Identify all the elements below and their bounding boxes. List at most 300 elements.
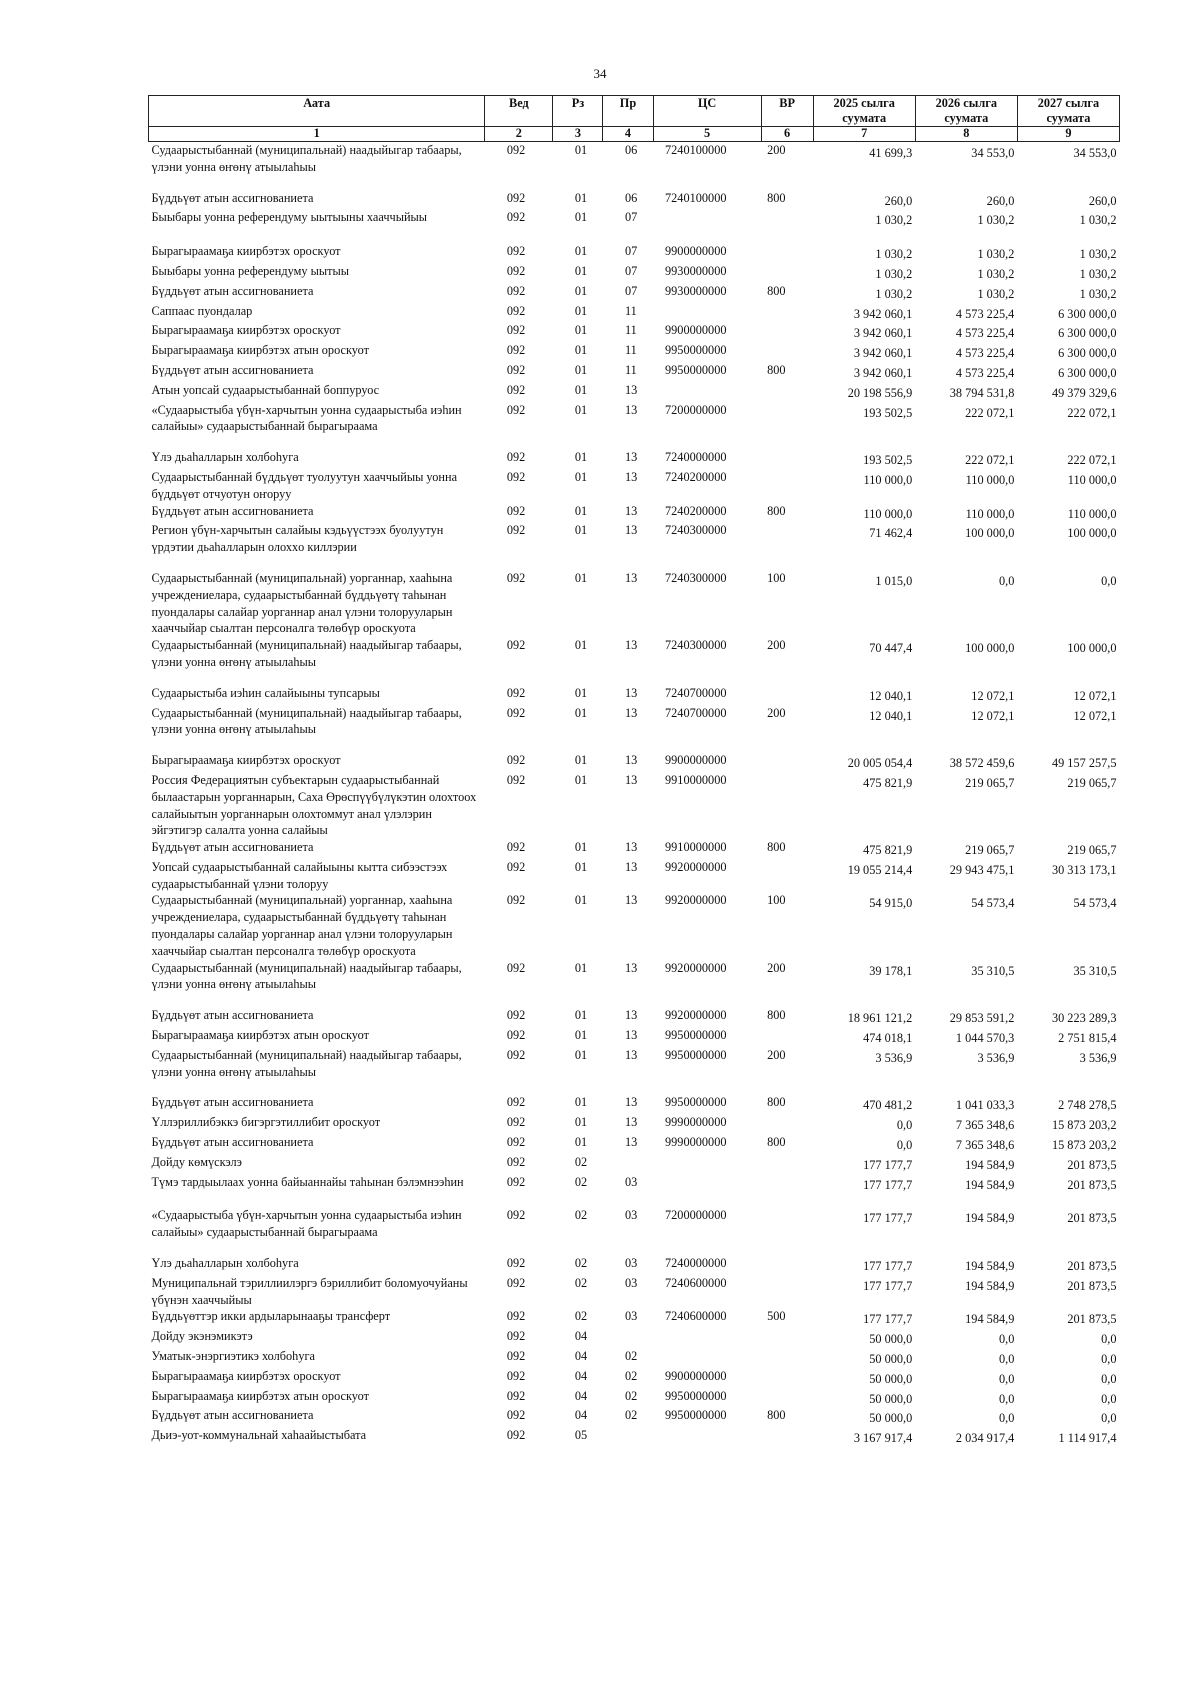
row-amount-2027: 2 748 278,5	[1058, 1098, 1117, 1113]
row-amount-2025: 3 942 060,1	[853, 365, 913, 380]
row-cs	[653, 1174, 761, 1208]
row-vr: 800	[767, 1135, 786, 1150]
row-amount-2025: 177 177,7	[863, 1157, 913, 1172]
row-rz: 01	[574, 859, 588, 874]
row-cs	[653, 1328, 761, 1348]
row-rz: 01	[574, 143, 588, 157]
row-amount-2025: 12 040,1	[869, 688, 913, 703]
table-row	[149, 705, 1120, 753]
row-rz: 04	[574, 1349, 588, 1364]
row-pr: 13	[624, 685, 638, 700]
row-cs: 7240600000	[665, 1275, 727, 1290]
row-amount-2027: 6 300 000,0	[1058, 326, 1117, 341]
row-cs: 9950000000	[665, 1095, 727, 1110]
row-pr: 13	[624, 840, 638, 855]
row-vr: 200	[767, 638, 786, 653]
row-vr	[761, 322, 813, 342]
table-row	[149, 322, 1120, 342]
row-pr: 13	[624, 402, 638, 417]
row-cs	[653, 1154, 761, 1174]
header-name: Аата	[149, 96, 485, 127]
row-name: Дойду көмүскэлэ	[151, 1154, 242, 1169]
row-amount-2025: 20 005 054,4	[847, 756, 913, 771]
row-amount-2027: 219 065,7	[1067, 843, 1117, 858]
row-rz: 01	[574, 960, 588, 975]
row-amount-2027: 6 300 000,0	[1058, 306, 1117, 321]
row-ved: 092	[506, 323, 526, 338]
row-rz: 04	[574, 1388, 588, 1403]
row-vr	[761, 1255, 813, 1275]
row-vr	[761, 1328, 813, 1348]
row-ved: 092	[506, 343, 526, 358]
row-pr: 03	[624, 1174, 638, 1189]
row-rz: 01	[574, 523, 588, 538]
row-name: Россия Федерациятын субъектарын судаарыстыбаннай былаастарын уорганнарын, Саха Өрөспүүбүлүкэтин олохтоох салайыытын уорганнарын олохтоммут анал үлэлэрин эйгэтигэр салалта уонна салайыы	[151, 772, 477, 838]
header-2027: 2027 сылга суумата	[1017, 96, 1119, 127]
row-rz: 01	[574, 772, 588, 787]
row-amount-2025: 3 942 060,1	[853, 346, 913, 361]
table-row	[149, 1007, 1120, 1027]
table-row	[149, 1174, 1120, 1208]
row-amount-2025: 260,0	[884, 193, 913, 208]
row-pr: 07	[624, 263, 638, 278]
row-amount-2027: 30 313 173,1	[1051, 862, 1117, 877]
column-number: 3	[553, 127, 603, 142]
row-name: Бүддьүөт атын ассигнованиета	[151, 1095, 314, 1110]
row-amount-2025: 18 961 121,2	[847, 1011, 913, 1026]
row-name: Судаарыстыбаннай (муниципальнай) наадыйыгар табаары, үлэни уонна өҥөнү атыылаһыы	[151, 960, 462, 992]
row-rz: 01	[574, 1028, 588, 1043]
row-name: Бүддьүөт атын ассигнованиета	[151, 1135, 314, 1150]
row-rz: 01	[574, 893, 588, 908]
table-row	[149, 685, 1120, 705]
row-cs	[653, 382, 761, 402]
row-amount-2027: 0,0	[1101, 1352, 1117, 1367]
table-row	[149, 1328, 1120, 1348]
row-vr: 800	[767, 1408, 786, 1423]
row-amount-2026: 1 030,2	[977, 213, 1015, 228]
row-pr: 13	[624, 523, 638, 538]
row-pr: 13	[624, 1115, 638, 1130]
row-amount-2027: 30 223 289,3	[1051, 1011, 1117, 1026]
row-vr: 800	[767, 840, 786, 855]
row-ved: 092	[506, 1008, 526, 1023]
row-pr: 13	[624, 1135, 638, 1150]
row-ved: 092	[506, 1368, 526, 1383]
header-2026: 2026 сылга суумата	[915, 96, 1017, 127]
row-amount-2026: 219 065,7	[965, 775, 1015, 790]
row-vr	[761, 1275, 813, 1309]
table-row	[149, 772, 1120, 839]
row-amount-2025: 193 502,5	[863, 453, 913, 468]
table-row	[149, 342, 1120, 362]
row-cs	[653, 1348, 761, 1368]
row-vr	[761, 1114, 813, 1134]
row-vr	[761, 1027, 813, 1047]
row-cs: 7240600000	[665, 1309, 727, 1324]
row-cs: 9900000000	[665, 1368, 727, 1383]
row-cs: 7240700000	[665, 705, 727, 720]
row-cs: 9950000000	[665, 1408, 727, 1423]
row-amount-2027: 0,0	[1101, 1371, 1117, 1386]
row-amount-2027: 0,0	[1101, 573, 1117, 588]
row-pr: 03	[624, 1309, 638, 1324]
row-pr: 06	[624, 190, 638, 205]
row-amount-2027: 12 072,1	[1073, 688, 1117, 703]
row-amount-2025: 177 177,7	[863, 1259, 913, 1274]
row-amount-2027: 222 072,1	[1067, 453, 1117, 468]
row-amount-2026: 100 000,0	[965, 641, 1015, 656]
row-cs: 7240700000	[665, 685, 727, 700]
row-cs: 7240000000	[665, 1256, 727, 1271]
row-name: Бүддьүөт атын ассигнованиета	[151, 283, 314, 298]
row-name: Бүддьүөт атын ассигнованиета	[151, 1408, 314, 1423]
table-row	[149, 1027, 1120, 1047]
row-amount-2027: 6 300 000,0	[1058, 346, 1117, 361]
row-name: Судаарыстыбаннай (муниципальнай) наадыйыгар табаары, үлэни уонна өҥөнү атыылаһыы	[151, 143, 462, 174]
row-pr: 11	[624, 343, 637, 358]
row-vr	[761, 522, 813, 570]
row-amount-2026: 4 573 225,4	[955, 326, 1015, 341]
row-amount-2027: 0,0	[1101, 1391, 1117, 1406]
row-amount-2026: 194 584,9	[965, 1278, 1015, 1293]
row-rz: 01	[574, 382, 588, 397]
row-pr: 13	[624, 503, 638, 518]
row-pr: 13	[624, 1095, 638, 1110]
header-2025: 2025 сылга суумата	[813, 96, 915, 127]
row-ved: 092	[506, 503, 526, 518]
row-amount-2027: 35 310,5	[1073, 963, 1117, 978]
row-pr: 13	[624, 469, 638, 484]
row-name: Судаарыстыба иэһин салайыыны тупсарыы	[151, 685, 380, 700]
row-ved: 092	[506, 303, 526, 318]
row-amount-2026: 110 000,0	[965, 506, 1015, 521]
row-pr: 03	[624, 1256, 638, 1271]
table-row	[149, 1308, 1120, 1328]
row-cs: 9950000000	[665, 362, 727, 377]
row-amount-2025: 193 502,5	[863, 405, 913, 420]
row-cs: 7240300000	[665, 570, 727, 585]
table-row	[149, 1427, 1120, 1447]
row-vr	[761, 449, 813, 469]
row-pr: 13	[624, 893, 638, 908]
row-cs: 7240300000	[665, 523, 727, 538]
row-ved: 092	[506, 210, 526, 225]
row-cs: 9900000000	[665, 323, 727, 338]
row-cs: 9950000000	[665, 1388, 727, 1403]
table-row	[149, 402, 1120, 450]
row-amount-2026: 12 072,1	[971, 708, 1015, 723]
row-amount-2027: 54 573,4	[1073, 896, 1117, 911]
table-row	[149, 892, 1120, 959]
table-row	[149, 1368, 1120, 1388]
row-cs: 7240200000	[665, 503, 727, 518]
row-name: Бүддьүөт атын ассигнованиета	[151, 362, 314, 377]
row-vr	[761, 1427, 813, 1447]
row-pr: 03	[624, 1275, 638, 1290]
row-amount-2027: 260,0	[1088, 193, 1117, 208]
row-name: Дьиэ-уот-коммунальнай хаһаайыстыбата	[151, 1428, 367, 1443]
row-cs: 9910000000	[665, 772, 727, 787]
row-cs: 9950000000	[665, 1047, 727, 1062]
row-amount-2026: 0,0	[998, 1371, 1015, 1386]
table-row	[149, 570, 1120, 637]
column-number: 5	[653, 127, 761, 142]
row-vr: 200	[767, 143, 786, 157]
row-vr	[761, 1174, 813, 1208]
row-amount-2025: 20 198 556,9	[847, 385, 913, 400]
row-pr: 13	[624, 960, 638, 975]
row-ved: 092	[506, 1428, 526, 1443]
row-amount-2026: 194 584,9	[965, 1211, 1015, 1226]
row-name: Уопсай судаарыстыбаннай салайыыны кытта сибээстээх судаарыстыбаннай үлэни толоруу	[151, 859, 448, 891]
table-row	[149, 637, 1120, 685]
row-name: Быыбары уонна референдуму ыытыыны хааччыйыы	[151, 210, 428, 225]
table-header	[149, 96, 1120, 142]
row-vr	[761, 469, 813, 503]
row-pr: 02	[624, 1368, 638, 1383]
row-ved: 092	[506, 840, 526, 855]
row-amount-2027: 100 000,0	[1067, 641, 1117, 656]
row-cs	[653, 1427, 761, 1447]
row-pr: 13	[624, 753, 638, 768]
row-pr: 13	[624, 382, 638, 397]
row-amount-2025: 0,0	[896, 1138, 913, 1153]
column-number: 8	[915, 127, 1017, 142]
row-amount-2026: 29 853 591,2	[949, 1011, 1015, 1026]
row-pr: 11	[624, 323, 637, 338]
row-pr: 13	[624, 1028, 638, 1043]
column-number: 7	[813, 127, 915, 142]
row-rz: 01	[574, 1008, 588, 1023]
row-amount-2026: 194 584,9	[965, 1259, 1015, 1274]
row-ved: 092	[506, 1154, 526, 1169]
row-amount-2026: 3 536,9	[977, 1050, 1015, 1065]
row-amount-2027: 15 873 203,2	[1051, 1118, 1117, 1133]
row-ved: 092	[506, 523, 526, 538]
row-amount-2027: 201 873,5	[1067, 1157, 1117, 1172]
row-ved: 092	[506, 244, 526, 259]
row-name: Уматык-энэргиэтикэ холбоһуга	[151, 1349, 315, 1364]
row-amount-2027: 201 873,5	[1067, 1259, 1117, 1274]
table-row	[149, 1207, 1120, 1255]
column-number: 4	[603, 127, 653, 142]
row-vr: 800	[767, 283, 786, 298]
row-vr	[761, 342, 813, 362]
row-name: Бүддьүөт атын ассигнованиета	[151, 503, 314, 518]
table-row	[149, 142, 1120, 190]
row-cs: 9990000000	[665, 1135, 727, 1150]
row-name: Түмэ тардыылаах уонна байыаннайы таһынан бэлэмнээһин	[151, 1174, 464, 1189]
row-vr	[761, 752, 813, 772]
row-ved: 092	[506, 450, 526, 465]
row-name: Үлэ дьаһалларын холбоһуга	[151, 1256, 299, 1271]
row-amount-2027: 100 000,0	[1067, 526, 1117, 541]
row-amount-2025: 110 000,0	[863, 472, 913, 487]
row-cs: 7240100000	[665, 190, 727, 205]
row-amount-2026: 0,0	[998, 1352, 1015, 1367]
row-cs: 9920000000	[665, 1008, 727, 1023]
row-name: Үллэриллибэккэ бигэргэтиллибит ороскуот	[151, 1115, 381, 1130]
row-rz: 02	[574, 1154, 588, 1169]
row-vr	[761, 243, 813, 263]
row-cs: 9990000000	[665, 1115, 727, 1130]
row-amount-2025: 3 942 060,1	[853, 306, 913, 321]
row-amount-2025: 474 018,1	[863, 1031, 913, 1046]
row-ved: 092	[506, 859, 526, 874]
row-rz: 01	[574, 190, 588, 205]
row-rz: 01	[574, 570, 588, 585]
row-name: Бүддьүөттэр икки ардыларынааҕы трансферт	[151, 1309, 391, 1324]
row-vr	[761, 402, 813, 450]
row-name: Бырагыраамаҕа киирбэтэх атын ороскуот	[151, 1388, 369, 1403]
row-amount-2026: 35 310,5	[971, 963, 1015, 978]
row-cs: 9950000000	[665, 343, 727, 358]
row-pr: 13	[624, 638, 638, 653]
row-name: Саппаас пуондалар	[151, 303, 253, 318]
page-number: 34	[593, 66, 607, 81]
column-number: 9	[1017, 127, 1119, 142]
row-ved: 092	[506, 143, 526, 157]
row-amount-2027: 0,0	[1101, 1332, 1117, 1347]
row-amount-2027: 12 072,1	[1073, 708, 1117, 723]
row-cs	[653, 209, 761, 243]
row-ved: 092	[506, 362, 526, 377]
row-vr: 200	[767, 705, 786, 720]
row-cs: 9900000000	[665, 244, 727, 259]
row-rz: 01	[574, 469, 588, 484]
row-amount-2026: 222 072,1	[965, 405, 1015, 420]
row-vr	[761, 1368, 813, 1388]
row-rz: 01	[574, 210, 588, 225]
row-rz: 01	[574, 323, 588, 338]
table-row	[149, 1407, 1120, 1427]
column-number: 2	[485, 127, 553, 142]
row-pr: 13	[624, 1047, 638, 1062]
row-amount-2026: 0,0	[998, 1332, 1015, 1347]
row-ved: 092	[506, 638, 526, 653]
row-amount-2025: 39 178,1	[869, 963, 913, 978]
row-cs: 7240100000	[665, 143, 727, 157]
row-cs: 7240300000	[665, 638, 727, 653]
row-amount-2026: 1 041 033,3	[955, 1098, 1015, 1113]
row-name: «Судаарыстыба үбүн-харчытын уонна судаарыстыба иэһин салайыы» судаарыстыбаннай бырагыраама	[151, 1208, 462, 1240]
row-amount-2026: 219 065,7	[965, 843, 1015, 858]
row-pr: 13	[624, 859, 638, 874]
row-rz: 01	[574, 402, 588, 417]
row-ved: 092	[506, 1095, 526, 1110]
row-amount-2027: 1 030,2	[1079, 266, 1117, 281]
table-row	[149, 382, 1120, 402]
table-row	[149, 1047, 1120, 1095]
row-amount-2027: 3 536,9	[1079, 1050, 1117, 1065]
row-amount-2025: 475 821,9	[863, 843, 913, 858]
row-amount-2027: 110 000,0	[1067, 472, 1117, 487]
row-amount-2026: 29 943 475,1	[949, 862, 1015, 877]
row-ved: 092	[506, 190, 526, 205]
row-amount-2026: 260,0	[986, 193, 1015, 208]
row-rz: 04	[574, 1368, 588, 1383]
row-pr	[603, 1328, 653, 1348]
row-amount-2026: 4 573 225,4	[955, 365, 1015, 380]
row-name: Бүддьүөт атын ассигнованиета	[151, 1008, 314, 1023]
row-amount-2025: 50 000,0	[869, 1411, 913, 1426]
row-ved: 092	[506, 469, 526, 484]
row-pr: 07	[624, 244, 638, 259]
row-vr: 800	[767, 1008, 786, 1023]
row-ved: 092	[506, 382, 526, 397]
row-cs: 9950000000	[665, 1028, 727, 1043]
row-ved: 092	[506, 402, 526, 417]
row-amount-2027: 34 553,0	[1073, 146, 1117, 160]
row-vr	[761, 685, 813, 705]
table-row	[149, 469, 1120, 503]
row-vr: 100	[767, 570, 786, 585]
row-amount-2026: 38 794 531,8	[949, 385, 1015, 400]
table-body	[149, 142, 1120, 1448]
row-amount-2026: 1 030,2	[977, 286, 1015, 301]
row-name: Бүддьүөт атын ассигнованиета	[151, 840, 314, 855]
row-vr	[761, 772, 813, 839]
row-amount-2027: 219 065,7	[1067, 775, 1117, 790]
row-ved: 092	[506, 1135, 526, 1150]
row-name: Судаарыстыбаннай (муниципальнай) наадыйыгар табаары, үлэни уонна өҥөнү атыылаһыы	[151, 638, 462, 669]
row-vr: 800	[767, 190, 786, 205]
row-pr	[603, 1154, 653, 1174]
row-vr	[761, 1348, 813, 1368]
row-amount-2027: 1 030,2	[1079, 247, 1117, 262]
row-rz: 02	[574, 1275, 588, 1290]
row-name: Муниципальнай тэриллиилэргэ бэриллибит боломуочуйаны үбүнэн хааччыйыы	[151, 1275, 468, 1307]
row-vr: 200	[767, 1047, 786, 1062]
row-pr: 13	[624, 450, 638, 465]
row-name: Судаарыстыбаннай (муниципальнай) наадыйыгар табаары, үлэни уонна өҥөнү атыылаһыы	[151, 705, 462, 737]
column-number: 1	[149, 127, 485, 142]
row-pr: 13	[624, 570, 638, 585]
row-cs: 7240200000	[665, 469, 727, 484]
row-name: Бырагыраамаҕа киирбэтэх атын ороскуот	[151, 343, 369, 358]
row-amount-2025: 12 040,1	[869, 708, 913, 723]
row-rz: 01	[574, 343, 588, 358]
row-rz: 01	[574, 303, 588, 318]
row-pr: 07	[624, 283, 638, 298]
row-ved: 092	[506, 570, 526, 585]
header-row	[149, 96, 1120, 127]
row-ved: 092	[506, 1309, 526, 1324]
row-pr: 13	[624, 705, 638, 720]
row-amount-2025: 3 167 917,4	[853, 1431, 913, 1446]
row-amount-2025: 1 030,2	[875, 213, 913, 228]
row-rz: 01	[574, 1047, 588, 1062]
row-amount-2027: 222 072,1	[1067, 405, 1117, 420]
row-amount-2025: 3 942 060,1	[853, 326, 913, 341]
row-vr	[761, 859, 813, 893]
row-rz: 01	[574, 840, 588, 855]
row-amount-2026: 4 573 225,4	[955, 306, 1015, 321]
row-vr: 100	[767, 893, 786, 908]
row-amount-2025: 50 000,0	[869, 1352, 913, 1367]
row-name: Бырагыраамаҕа киирбэтэх ороскуот	[151, 323, 341, 338]
row-vr: 200	[767, 960, 786, 975]
row-name: «Судаарыстыба үбүн-харчытын уонна судаарыстыба иэһин салайыы» судаарыстыбаннай бырагыраама	[151, 402, 462, 434]
row-amount-2026: 2 034 917,4	[955, 1431, 1015, 1446]
table-row	[149, 752, 1120, 772]
row-ved: 092	[506, 1408, 526, 1423]
table-row	[149, 283, 1120, 303]
row-ved: 092	[506, 1028, 526, 1043]
column-number-row	[149, 127, 1120, 142]
table-row	[149, 263, 1120, 283]
